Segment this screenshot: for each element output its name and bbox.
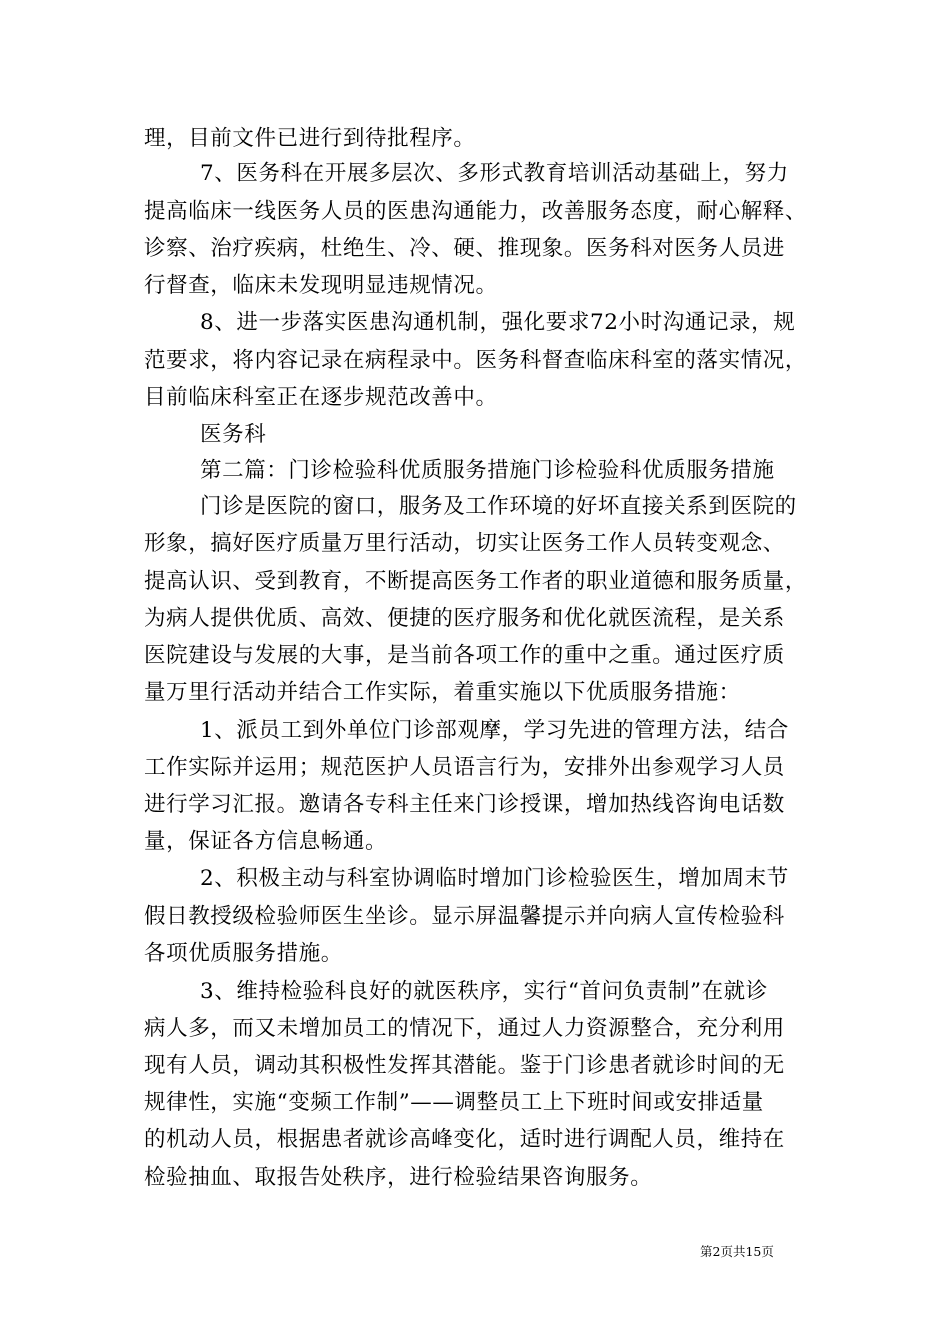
text-line: 量万里行活动并结合工作实际，着重实施以下优质服务措施： (144, 680, 741, 705)
signature-text: 医务科 (200, 422, 267, 447)
text-line: 目前临床科室正在逐步规范改善中。 (144, 385, 498, 410)
text-line: 医院建设与发展的大事，是当前各项工作的重中之重。通过医疗质 (144, 643, 785, 668)
text-line: 各项优质服务措施。 (144, 941, 343, 966)
text-line: 现有人员，调动其积极性发挥其潜能。鉴于门诊患者就诊时间的无 (144, 1053, 785, 1078)
text-line: 的机动人员，根据患者就诊高峰变化，适时进行调配人员，维持在 (144, 1127, 785, 1152)
text-line: 规律性，实施“变频工作制”——调整员工上下班时间或安排适量 (144, 1090, 764, 1115)
text-line: 检验抽血、取报告处秩序，进行检验结果咨询服务。 (144, 1165, 653, 1190)
text-line: 理，目前文件已进行到待批程序。 (144, 126, 476, 151)
text-line: 1、派员工到外单位门诊部观摩，学习先进的管理方法，结合 (200, 718, 789, 743)
text-line: 范要求，将内容记录在病程录中。医务科督查临床科室的落实情况， (144, 348, 808, 373)
text-line: 门诊是医院的窗口，服务及工作环境的好坏直接关系到医院的 (200, 494, 797, 519)
page-number: 第2页共15页 (700, 1244, 774, 1259)
text-line: 假日教授级检验师医生坐诊。显示屏温馨提示并向病人宣传检验科 (144, 904, 785, 929)
text-line: 进行学习汇报。邀请各专科主任来门诊授课，增加热线咨询电话数 (144, 792, 785, 817)
text-line: 7、医务科在开展多层次、多形式教育培训活动基础上，努力 (200, 161, 789, 186)
text-line: 2、积极主动与科室协调临时增加门诊检验医生，增加周末节 (200, 866, 789, 891)
text-line: 病人多，而又未增加员工的情况下，通过人力资源整合，充分利用 (144, 1016, 785, 1041)
text-line: 提高临床一线医务人员的医患沟通能力，改善服务态度，耐心解释、 (144, 199, 808, 224)
text-line: 3、维持检验科良好的就医秩序，实行“首问负责制”在就诊 (200, 979, 768, 1004)
text-line: 工作实际并运用；规范医护人员语言行为，安排外出参观学习人员 (144, 755, 785, 780)
text-line: 量，保证各方信息畅通。 (144, 829, 388, 854)
text-line: 诊察、治疗疾病，杜绝生、冷、硬、推现象。医务科对医务人员进 (144, 236, 785, 261)
text-line: 形象，搞好医疗质量万里行活动，切实让医务工作人员转变观念、 (144, 531, 785, 556)
section-heading: 第二篇：门诊检验科优质服务措施门诊检验科优质服务措施 (200, 458, 775, 483)
text-line: 8、进一步落实医患沟通机制，强化要求72小时沟通记录，规 (200, 310, 796, 335)
text-line: 为病人提供优质、高效、便捷的医疗服务和优化就医流程，是关系 (144, 606, 785, 631)
text-line: 行督查，临床未发现明显违规情况。 (144, 273, 498, 298)
text-line: 提高认识、受到教育，不断提高医务工作者的职业道德和服务质量， (144, 569, 808, 594)
